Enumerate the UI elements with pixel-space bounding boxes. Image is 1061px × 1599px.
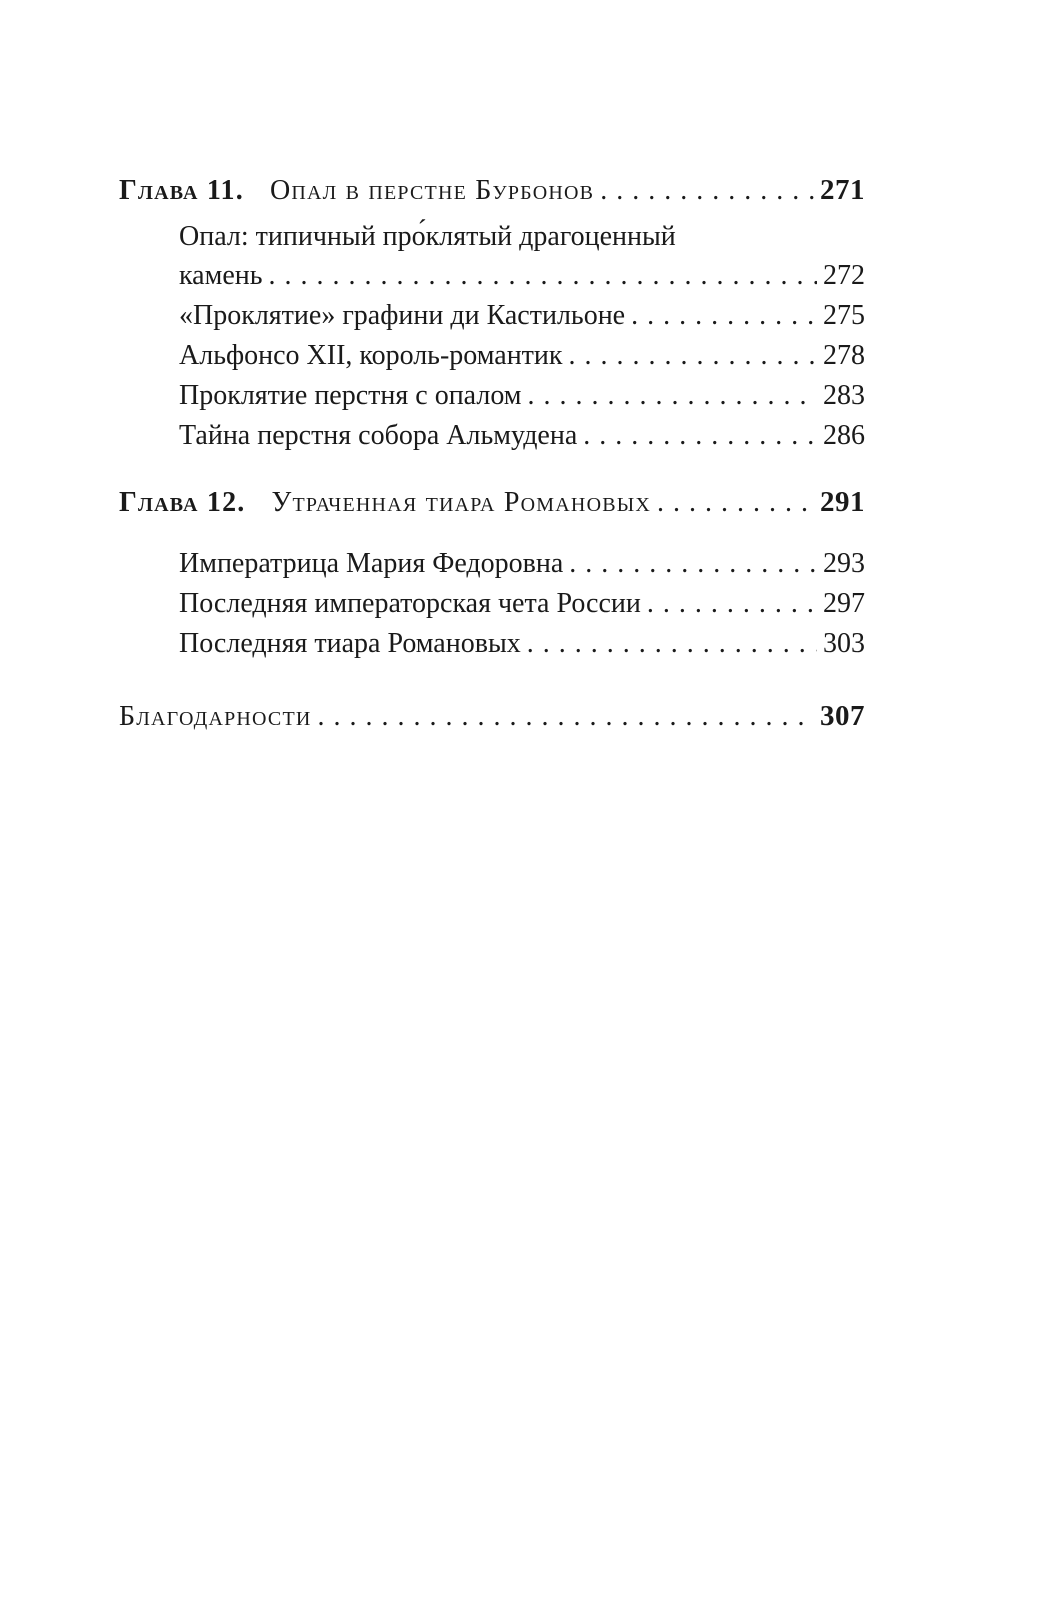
section-title: Последняя императорская чета России <box>179 588 641 619</box>
dot-leader <box>647 584 817 624</box>
chapter-label: Глава 11. <box>119 175 244 206</box>
dot-leader <box>631 296 817 336</box>
section-page-number: 283 <box>823 380 865 411</box>
section-entry[interactable] <box>119 624 865 664</box>
section-page-number: 303 <box>823 628 865 659</box>
dot-leader <box>569 544 817 584</box>
acknowledgements-title: Благодарности <box>119 701 312 732</box>
dot-leader <box>600 169 814 213</box>
section-page-number: 275 <box>823 300 865 331</box>
dot-leader <box>528 376 817 416</box>
section-title: камень <box>179 260 263 291</box>
section-title: Императрица Мария Федоровна <box>179 548 564 579</box>
section-page-number: 286 <box>823 420 865 451</box>
dot-leader <box>318 695 814 739</box>
acknowledgements-entry[interactable] <box>119 694 865 738</box>
section-title: Альфонсо XII, король-романтик <box>179 340 563 371</box>
section-entry[interactable] <box>119 376 865 416</box>
chapter-11-entry[interactable] <box>119 168 865 212</box>
section-entry[interactable] <box>119 584 865 624</box>
dot-leader <box>527 624 817 664</box>
section-entry[interactable] <box>119 416 865 456</box>
section-title: «Проклятие» графини ди Кастильоне <box>179 300 626 331</box>
chapter-page-number: 271 <box>820 174 865 206</box>
chapter-12-entry[interactable] <box>119 480 865 524</box>
section-title: Тайна перстня собора Альмудена <box>179 420 578 451</box>
section-page-number: 297 <box>823 588 865 619</box>
section-entry[interactable] <box>119 336 865 376</box>
chapter-title: Утраченная тиара Романовых <box>271 487 652 518</box>
section-title: Последняя тиара Романовых <box>179 628 521 659</box>
section-entry[interactable] <box>119 296 865 336</box>
chapter-label: Глава 12. <box>119 487 246 518</box>
section-page-number: 278 <box>823 340 865 371</box>
section-title: Проклятие перстня с опалом <box>179 380 522 411</box>
table-of-contents <box>119 168 865 738</box>
dot-leader <box>269 256 817 296</box>
section-page-number: 272 <box>823 260 865 291</box>
section-entry[interactable] <box>119 544 865 584</box>
dot-leader <box>569 336 818 376</box>
dot-leader <box>583 416 817 456</box>
section-page-number: 293 <box>823 548 865 579</box>
dot-leader <box>657 481 814 525</box>
section-entry[interactable] <box>119 256 865 296</box>
chapter-title: Опал в перстне Бурбонов <box>269 175 595 206</box>
acknowledgements-page-number: 307 <box>820 700 865 732</box>
section-title-line: Опал: типичный про́клятый драгоценный <box>179 221 676 252</box>
chapter-page-number: 291 <box>820 486 865 518</box>
